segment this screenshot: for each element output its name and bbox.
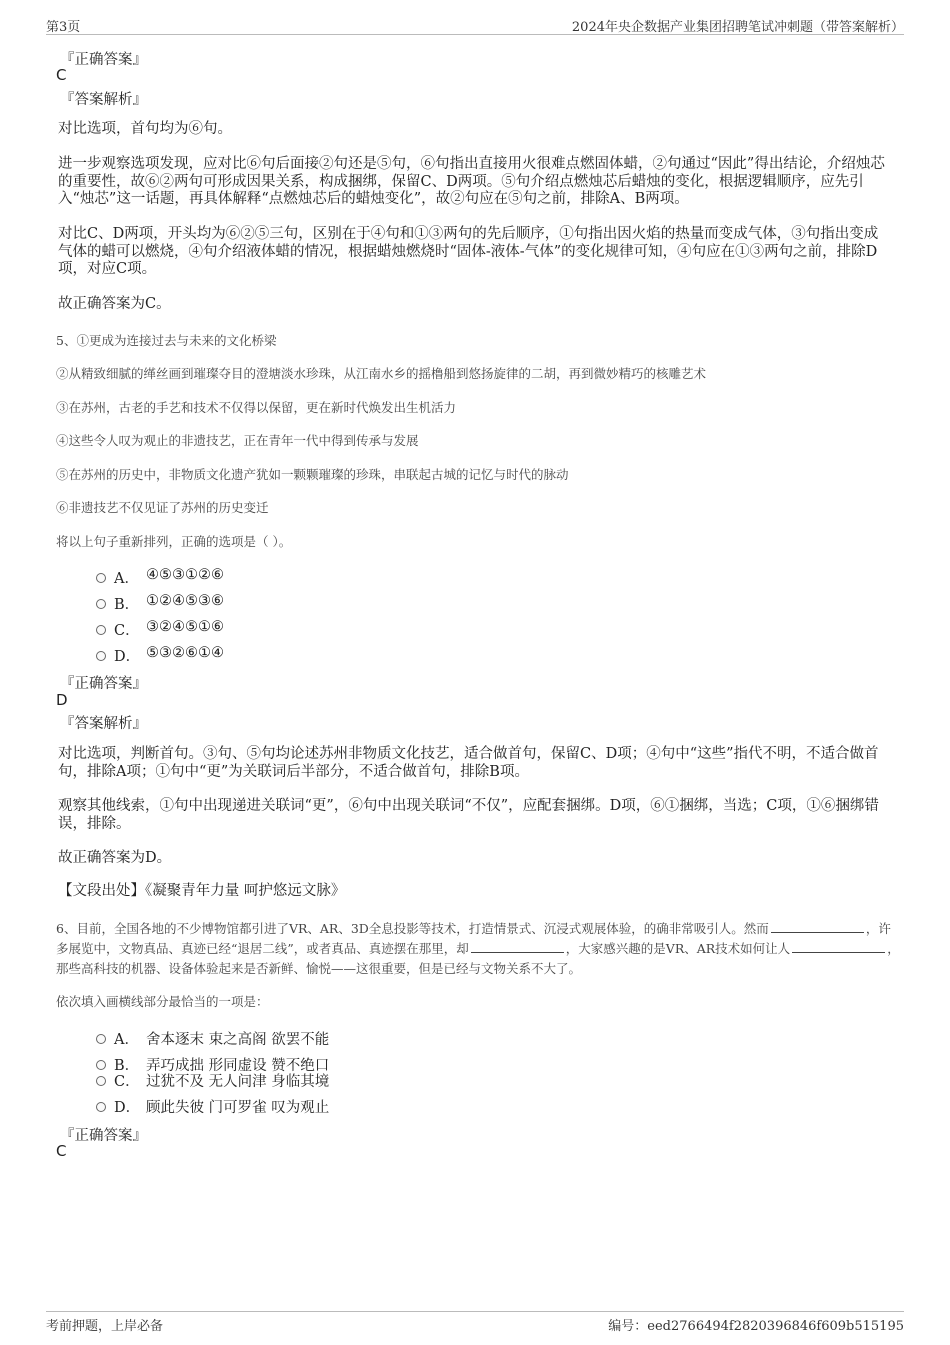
option-text: ④⑤③①②⑥ — [146, 567, 224, 583]
radio-icon[interactable] — [96, 1034, 106, 1044]
q4-answer-label: 『正确答案』 — [60, 52, 147, 68]
option-text: 舍本逐末 束之高阁 欲罢不能 — [146, 1032, 330, 1048]
q5-source: 【文段出处】《凝聚青年力量 呵护悠远文脉》 — [58, 883, 346, 899]
q4-answer: C — [56, 66, 67, 84]
option-text: ③②④⑤①⑥ — [146, 619, 224, 635]
radio-icon[interactable] — [96, 625, 106, 635]
option-text: 顾此失彼 门可罗雀 叹为观止 — [146, 1100, 330, 1116]
fill-blank-2 — [471, 940, 564, 953]
fill-blank-3 — [792, 940, 885, 953]
radio-icon[interactable] — [96, 651, 106, 661]
option-text: 过犹不及 无人问津 身临其境 — [146, 1074, 330, 1090]
page-footer — [46, 1311, 904, 1334]
q6-answer-label: 『正确答案』 — [60, 1128, 147, 1144]
q5-answer: D — [56, 691, 68, 709]
option-text: ⑤③②⑥①④ — [146, 645, 224, 661]
q5-prompt: 将以上句子重新排列，正确的选项是（ ）。 — [56, 534, 292, 549]
q5-analysis-paragraph-1: 对比选项，判断首句。③句、⑤句均论述苏州非物质文化技艺，适合做首句，保留C、D项；④句中“这些”指代不明，不适合做首句，排除A项；①句中“更”为关联词后半部分，不适合做首句，排除B项。 — [58, 746, 879, 780]
q4-analysis-paragraph-3: 对比C、D两项，开头均为⑥②⑤三句，区别在于④句和①③两句的先后顺序，①句指出因火焰的热量而变成气体，③句指出变成气体的蜡可以燃烧，④句介绍液体蜡的情况，根据蜡烛燃烧时“固体-液体-气体”的变化规律可知，④句应在①③两句之前，排除D项，对应C项。 — [58, 226, 879, 277]
q6-stem-part-3: ，大家感兴趣的是VR、AR技术如何让人 — [565, 941, 791, 956]
q5-sentence-5: ⑤在苏州的历史中，非物质文化遗产犹如一颗颗璀璨的珍珠，串联起古城的记忆与时代的脉动 — [56, 467, 569, 482]
page-header — [46, 14, 904, 35]
option-letter: A． — [114, 1032, 139, 1048]
q6-stem-part-1: 6、目前，全国各地的不少博物馆都引进了VR、AR、3D全息投影等技术，打造情景式、沉浸式观展体验，的确非常吸引人。然而 — [56, 921, 769, 936]
q5-analysis-label: 『答案解析』 — [60, 716, 147, 732]
q4-analysis-label: 『答案解析』 — [60, 92, 147, 108]
q5-sentence-4: ④这些令人叹为观止的非遗技艺，正在青年一代中得到传承与发展 — [56, 433, 419, 448]
radio-icon[interactable] — [96, 573, 106, 583]
q5-sentence-3: ③在苏州，古老的手艺和技术不仅得以保留，更在新时代焕发出生机活力 — [56, 400, 457, 415]
option-letter: D． — [114, 1100, 141, 1116]
fill-blank-1 — [771, 920, 864, 933]
q6-prompt: 依次填入画横线部分最恰当的一项是： — [56, 994, 269, 1009]
footer-slogan: 考前押题，上岸必备 — [46, 1319, 164, 1334]
q4-analysis-paragraph-2: 进一步观察选项发现，应对比⑥句后面接②句还是⑤句，⑥句指出直接用火很难点燃固体蜡，②句通过“因此”得出结论，介绍烛芯的重要性，故⑥②两句可形成因果关系，构成捆绑，保留C、D两项。⑤句介绍点燃烛芯后蜡烛的变化，根据逻辑顺序，应先引入“烛芯”这一话题，再具体解释“点燃烛芯后的蜡烛变化”，故②句应在⑤句之前，排除A、B两项。 — [58, 156, 885, 207]
option-letter: B． — [114, 1058, 140, 1074]
q5-answer-label: 『正确答案』 — [60, 676, 147, 692]
q6-stem-part-4: ，那些高科技的机器、设备体验起来是否新鲜、愉悦——这很重要，但是已经与文物关系不大了。 — [56, 941, 900, 976]
option-letter: B． — [114, 597, 140, 613]
q6-answer: C — [56, 1142, 67, 1160]
radio-icon[interactable] — [96, 1102, 106, 1112]
option-letter: D． — [114, 649, 141, 665]
q5-sentence-2: ②从精致细腻的缂丝画到璀璨夺目的澄塘淡水珍珠，从江南水乡的摇橹船到悠扬旋律的二胡，再到微妙精巧的核雕艺术 — [56, 366, 707, 381]
q4-analysis-paragraph-4: 故正确答案为C。 — [58, 296, 171, 312]
q5-sentence-6: ⑥非遗技艺不仅见证了苏州的历史变迁 — [56, 500, 269, 515]
q5-analysis-paragraph-3: 故正确答案为D。 — [58, 850, 172, 866]
option-letter: A． — [114, 571, 139, 587]
q6-stem — [56, 919, 900, 979]
option-text: 弄巧成拙 形同虚设 赞不绝口 — [146, 1058, 330, 1074]
q5-analysis-paragraph-2: 观察其他线索，①句中出现递进关联词“更”，⑥句中出现关联词“不仅”，应配套捆绑。D项，⑥①捆绑，当选；C项，①⑥捆绑错误，排除。 — [58, 798, 879, 832]
option-letter: C． — [114, 623, 140, 639]
radio-icon[interactable] — [96, 1076, 106, 1086]
q6-stem-part-2: ，许多展览中，文物真品、真迹已经“退居二线”，或者真品、真迹摆在那里，却 — [56, 921, 891, 956]
q4-analysis-paragraph-1: 对比选项，首句均为⑥句。 — [58, 121, 232, 137]
document-id: 编号：eed2766494f2820396846f609b515195 — [608, 1319, 904, 1334]
q5-sentence-1: 5、①更成为连接过去与未来的文化桥梁 — [56, 333, 277, 348]
radio-icon[interactable] — [96, 599, 106, 609]
radio-icon[interactable] — [96, 1060, 106, 1070]
option-text: ①②④⑤③⑥ — [146, 593, 224, 609]
option-letter: C． — [114, 1074, 140, 1090]
page-number: 第3页 — [46, 20, 81, 35]
document-title: 2024年央企数据产业集团招聘笔试冲刺题（带答案解析） — [571, 20, 904, 35]
